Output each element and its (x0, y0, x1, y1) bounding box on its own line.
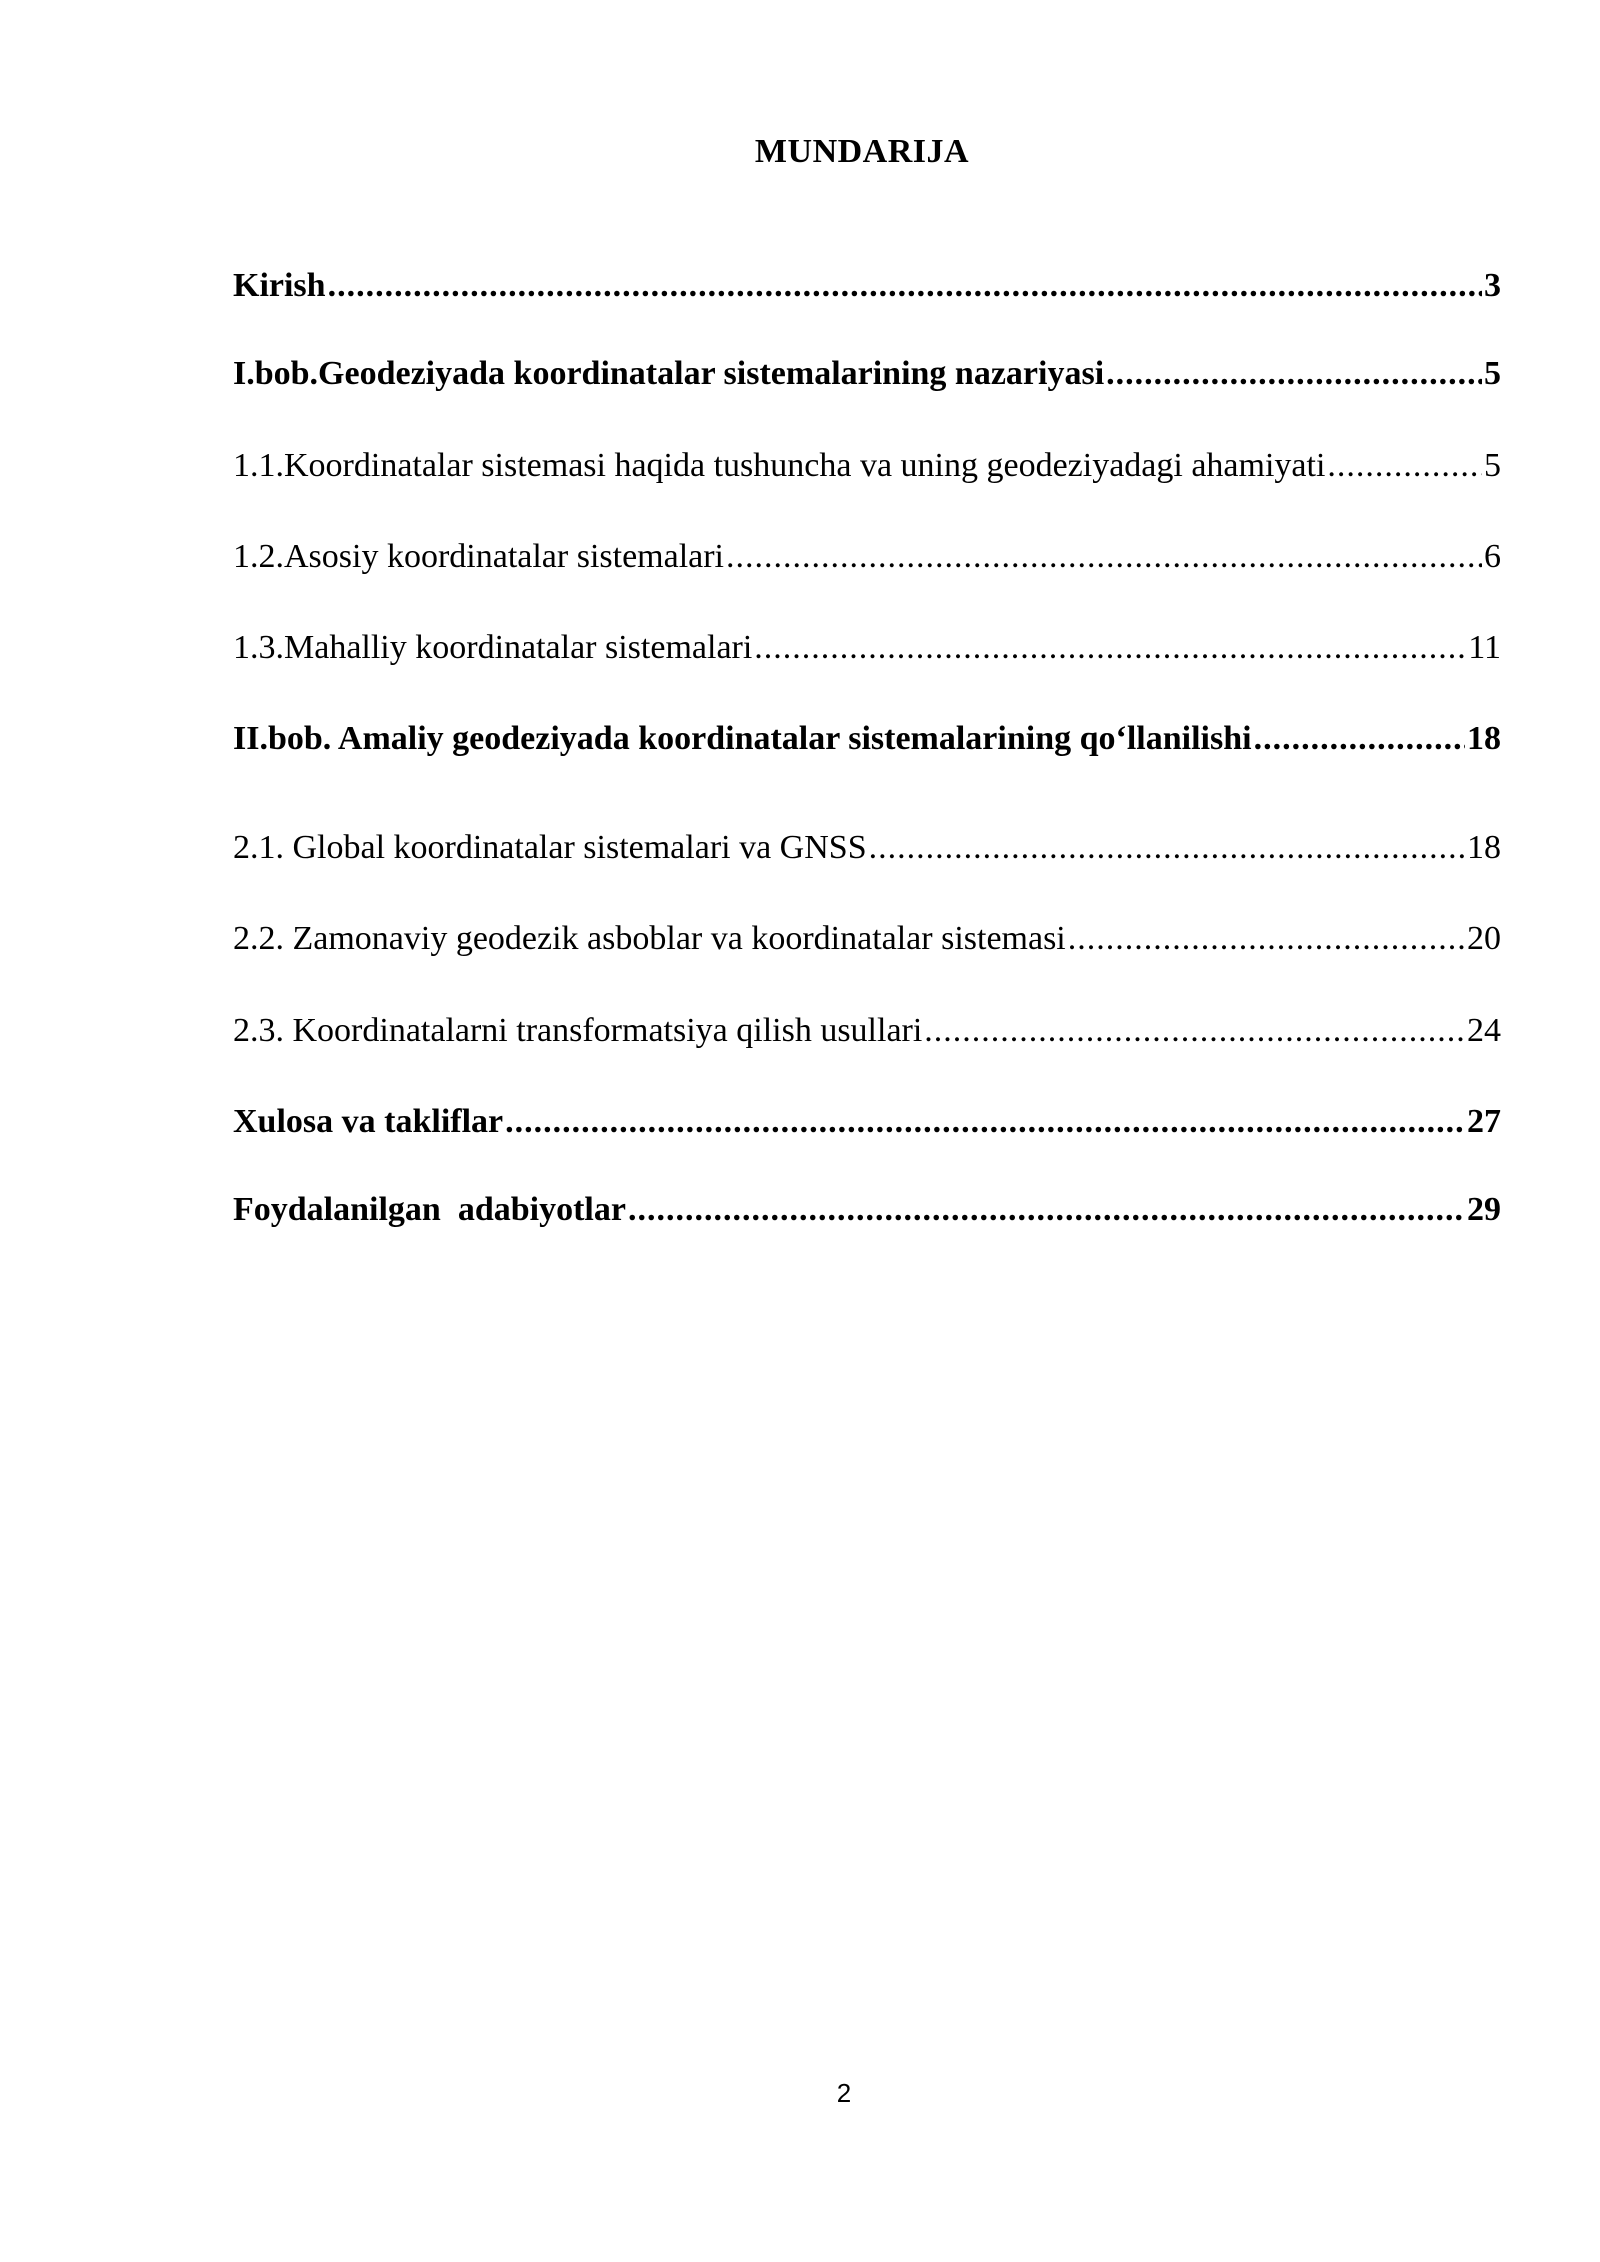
toc-entry-chapter-1[interactable] (233, 352, 1501, 396)
toc-entry-label: I.bob.Geodeziyada koordinatalar sistemalarining nazariyasi (233, 355, 1105, 392)
toc-entry-section-1-3[interactable] (233, 626, 1501, 670)
toc-entry-label: Xulosa va takliflar (233, 1103, 504, 1140)
toc-entry-label: II.bob. Amaliy geodeziyada koordinatalar sistemalarining qo‘llanilishi (233, 720, 1252, 757)
toc-entry-page: 5 (1484, 447, 1501, 484)
toc-entry-label: 2.2. Zamonaviy geodezik asboblar va koordinatalar sistemasi (233, 920, 1066, 957)
toc-entry-page: 6 (1484, 538, 1501, 575)
toc-entry-section-1-2[interactable] (233, 535, 1501, 579)
toc-leader-dots (1068, 917, 1465, 961)
toc-entry-section-2-2[interactable] (233, 917, 1501, 961)
toc-entry-page: 24 (1467, 1012, 1501, 1049)
toc-entry-section-2-1[interactable] (233, 826, 1501, 870)
toc-leader-dots (1254, 717, 1465, 761)
toc-entry-label: 2.1. Global koordinatalar sistemalari va GNSS (233, 829, 867, 866)
toc-leader-dots (505, 1100, 1465, 1144)
toc-leader-dots (869, 826, 1465, 870)
toc-leader-dots (726, 535, 1482, 579)
toc-entry-page: 29 (1467, 1191, 1501, 1228)
toc-leader-dots (1327, 444, 1482, 488)
page-number: 2 (836, 2078, 852, 2108)
toc-entry-label: Foydalanilgan adabiyotlar (233, 1191, 626, 1228)
toc-entry-section-1-1[interactable] (233, 444, 1501, 488)
toc-entry-page: 18 (1467, 720, 1501, 757)
toc-entry-label: 2.3. Koordinatalarni transformatsiya qilish usullari (233, 1012, 923, 1049)
toc-entry-chapter-2[interactable] (233, 717, 1501, 761)
toc-entry-page: 11 (1468, 629, 1501, 666)
toc-entry-label: Kirish (233, 267, 326, 304)
toc-leader-dots (1106, 352, 1482, 396)
toc-entry-references[interactable] (233, 1188, 1501, 1232)
toc-entry-label: 1.1.Koordinatalar sistemasi haqida tushuncha va uning geodeziyadagi ahamiyati (233, 447, 1326, 484)
toc-entry-page: 5 (1484, 355, 1501, 392)
toc-entry-conclusion[interactable] (233, 1100, 1501, 1144)
toc-entry-page: 20 (1467, 920, 1501, 957)
toc-leader-dots (924, 1009, 1465, 1053)
toc-entry-section-2-3[interactable] (233, 1009, 1501, 1053)
toc-leader-dots (754, 626, 1466, 670)
toc-entry-label: 1.2.Asosiy koordinatalar sistemalari (233, 538, 725, 575)
toc-leader-dots (328, 264, 1482, 308)
toc-entry-page: 3 (1484, 267, 1501, 304)
toc-leader-dots (628, 1188, 1465, 1232)
toc-entry-page: 27 (1467, 1103, 1501, 1140)
page-title: MUNDARIJA (754, 133, 970, 170)
toc-entry-label: 1.3.Mahalliy koordinatalar sistemalari (233, 629, 753, 666)
toc-entry-page: 18 (1467, 829, 1501, 866)
toc-entry-kirish[interactable] (233, 264, 1501, 308)
